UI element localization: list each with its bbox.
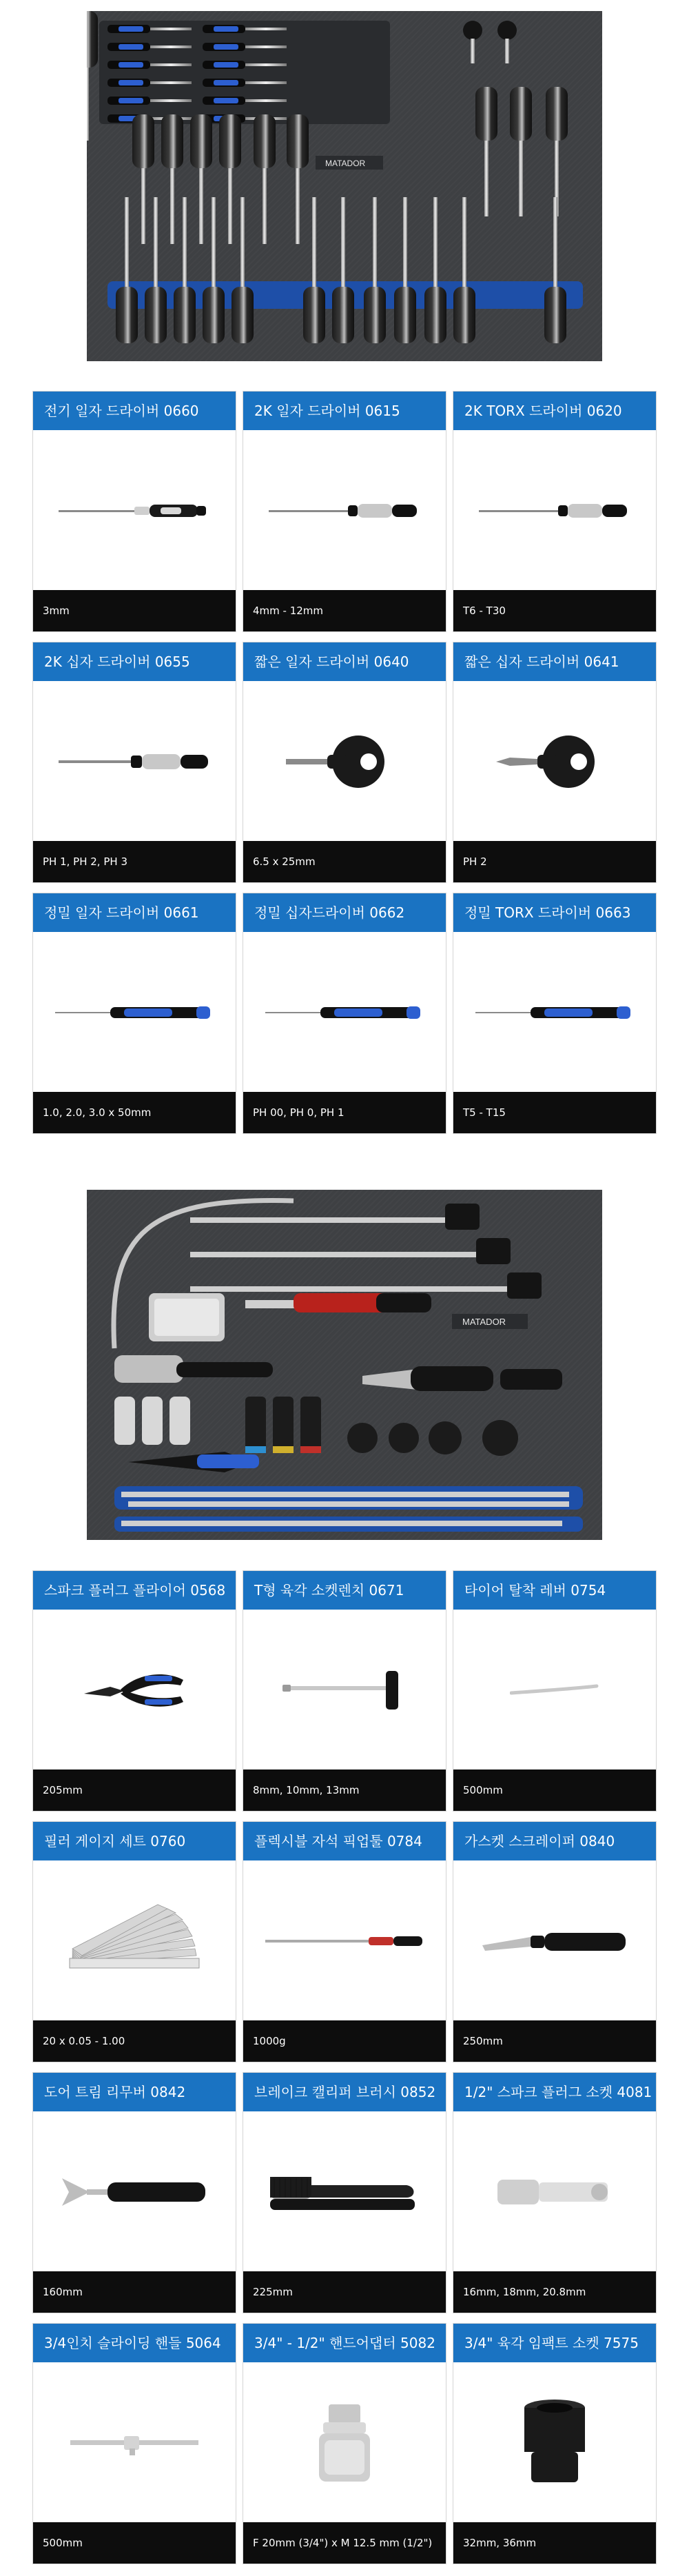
product-title: 정밀 일자 드라이버 0661 [33,893,236,932]
product-title: 정밀 TORX 드라이버 0663 [453,893,656,932]
socket-adapter-icon [313,2402,376,2484]
product-grid-screwdrivers [32,391,657,1134]
electric-flat-screwdriver-icon [59,500,210,521]
product-spec: 4mm - 12mm [243,590,446,631]
impact-socket-icon [520,2398,589,2488]
product-spec: PH 1, PH 2, PH 3 [33,841,236,882]
gasket-scraper-icon [482,1927,627,1955]
product-title: 스파크 플러그 플라이어 0568 [33,1571,236,1610]
product-card[interactable] [243,1570,446,1812]
product-title: 타이어 탈착 레버 0754 [453,1571,656,1610]
caliper-brush-icon [269,2171,420,2213]
product-title: T형 육각 소켓렌치 0671 [243,1571,446,1610]
product-title: 2K TORX 드라이버 0620 [453,392,656,430]
phillips-screwdriver-icon [59,750,210,773]
torx-screwdriver-icon [479,500,630,521]
product-title: 3/4" 육각 임팩트 소켓 7575 [453,2324,656,2362]
product-title: 전기 일자 드라이버 0660 [33,392,236,430]
product-spec: 205mm [33,1769,236,1811]
product-card[interactable] [32,2072,236,2313]
product-spec: T5 - T15 [453,1092,656,1133]
magnetic-pickup-tool-icon [265,1933,424,1949]
product-grid-automotive [32,1570,657,2564]
product-spec: 500mm [33,2522,236,2564]
product-title: 3/4인치 슬라이딩 핸들 5064 [33,2324,236,2362]
product-spec: 20 x 0.05 - 1.00 [33,2020,236,2062]
tray-brand-label: MATADOR [325,159,366,168]
product-spec: T6 - T30 [453,590,656,631]
feeler-gauge-icon [65,1903,203,1979]
door-trim-remover-icon [62,2171,207,2213]
product-title: 짧은 십자 드라이버 0641 [453,642,656,681]
precision-flat-screwdriver-icon [55,1003,214,1022]
stubby-flat-screwdriver-icon [286,734,403,789]
tray-brand-label: MATADOR [462,1317,506,1327]
product-card[interactable] [32,391,236,632]
product-card[interactable] [243,642,446,883]
product-title: 2K 일자 드라이버 0615 [243,392,446,430]
product-title: 필러 게이지 세트 0760 [33,1822,236,1860]
tire-lever-icon [510,1682,599,1698]
product-card[interactable] [32,2323,236,2564]
product-title: 도어 트림 리무버 0842 [33,2073,236,2111]
product-title: 2K 십자 드라이버 0655 [33,642,236,681]
product-card[interactable] [453,1821,657,2062]
product-spec: 500mm [453,1769,656,1811]
product-spec: 225mm [243,2271,446,2313]
product-title: 1/2" 스파크 플러그 소켓 4081 [453,2073,656,2111]
product-spec: 3mm [33,590,236,631]
product-card[interactable] [243,2323,446,2564]
product-spec: 8mm, 10mm, 13mm [243,1769,446,1811]
product-title: 브레이크 캘리퍼 브러시 0852 [243,2073,446,2111]
product-card[interactable] [453,642,657,883]
product-spec: 16mm, 18mm, 20.8mm [453,2271,656,2313]
sliding-t-handle-icon [69,2429,200,2457]
spark-plug-pliers-icon [83,1666,186,1714]
product-card[interactable] [453,1570,657,1812]
product-card[interactable] [453,2072,657,2313]
product-card[interactable] [243,391,446,632]
product-spec: PH 00, PH 0, PH 1 [243,1092,446,1133]
product-card[interactable] [243,2072,446,2313]
automotive-tools-tray-photo [87,1190,602,1540]
automotive-tools-tray-illustration [87,1190,602,1540]
product-spec: F 20mm (3/4") x M 12.5 mm (1/2") [243,2522,446,2564]
product-spec: 32mm, 36mm [453,2522,656,2564]
precision-torx-screwdriver-icon [475,1003,634,1022]
t-handle-socket-wrench-icon [282,1670,407,1711]
product-spec: PH 2 [453,841,656,882]
product-card[interactable] [32,1821,236,2062]
product-title: 정밀 십자드라이버 0662 [243,893,446,932]
product-card[interactable] [243,1821,446,2062]
product-spec: 1.0, 2.0, 3.0 x 50mm [33,1092,236,1133]
product-title: 플렉시블 자석 픽업툴 0784 [243,1822,446,1860]
stubby-phillips-screwdriver-icon [496,734,613,789]
flat-screwdriver-icon [269,500,420,521]
product-title: 3/4" - 1/2" 핸드어댑터 5082 [243,2324,446,2362]
spark-plug-socket-icon [496,2171,613,2213]
product-card[interactable] [453,391,657,632]
screwdriver-tray-photo [87,11,602,361]
product-card[interactable] [453,893,657,1134]
screwdriver-tray-illustration [87,11,602,361]
product-spec: 250mm [453,2020,656,2062]
precision-phillips-screwdriver-icon [265,1003,424,1022]
product-spec: 160mm [33,2271,236,2313]
product-card[interactable] [453,2323,657,2564]
product-spec: 1000g [243,2020,446,2062]
product-card[interactable] [243,893,446,1134]
product-title: 가스켓 스크레이퍼 0840 [453,1822,656,1860]
product-card[interactable] [32,1570,236,1812]
product-spec: 6.5 x 25mm [243,841,446,882]
product-title: 짧은 일자 드라이버 0640 [243,642,446,681]
product-card[interactable] [32,642,236,883]
product-card[interactable] [32,893,236,1134]
